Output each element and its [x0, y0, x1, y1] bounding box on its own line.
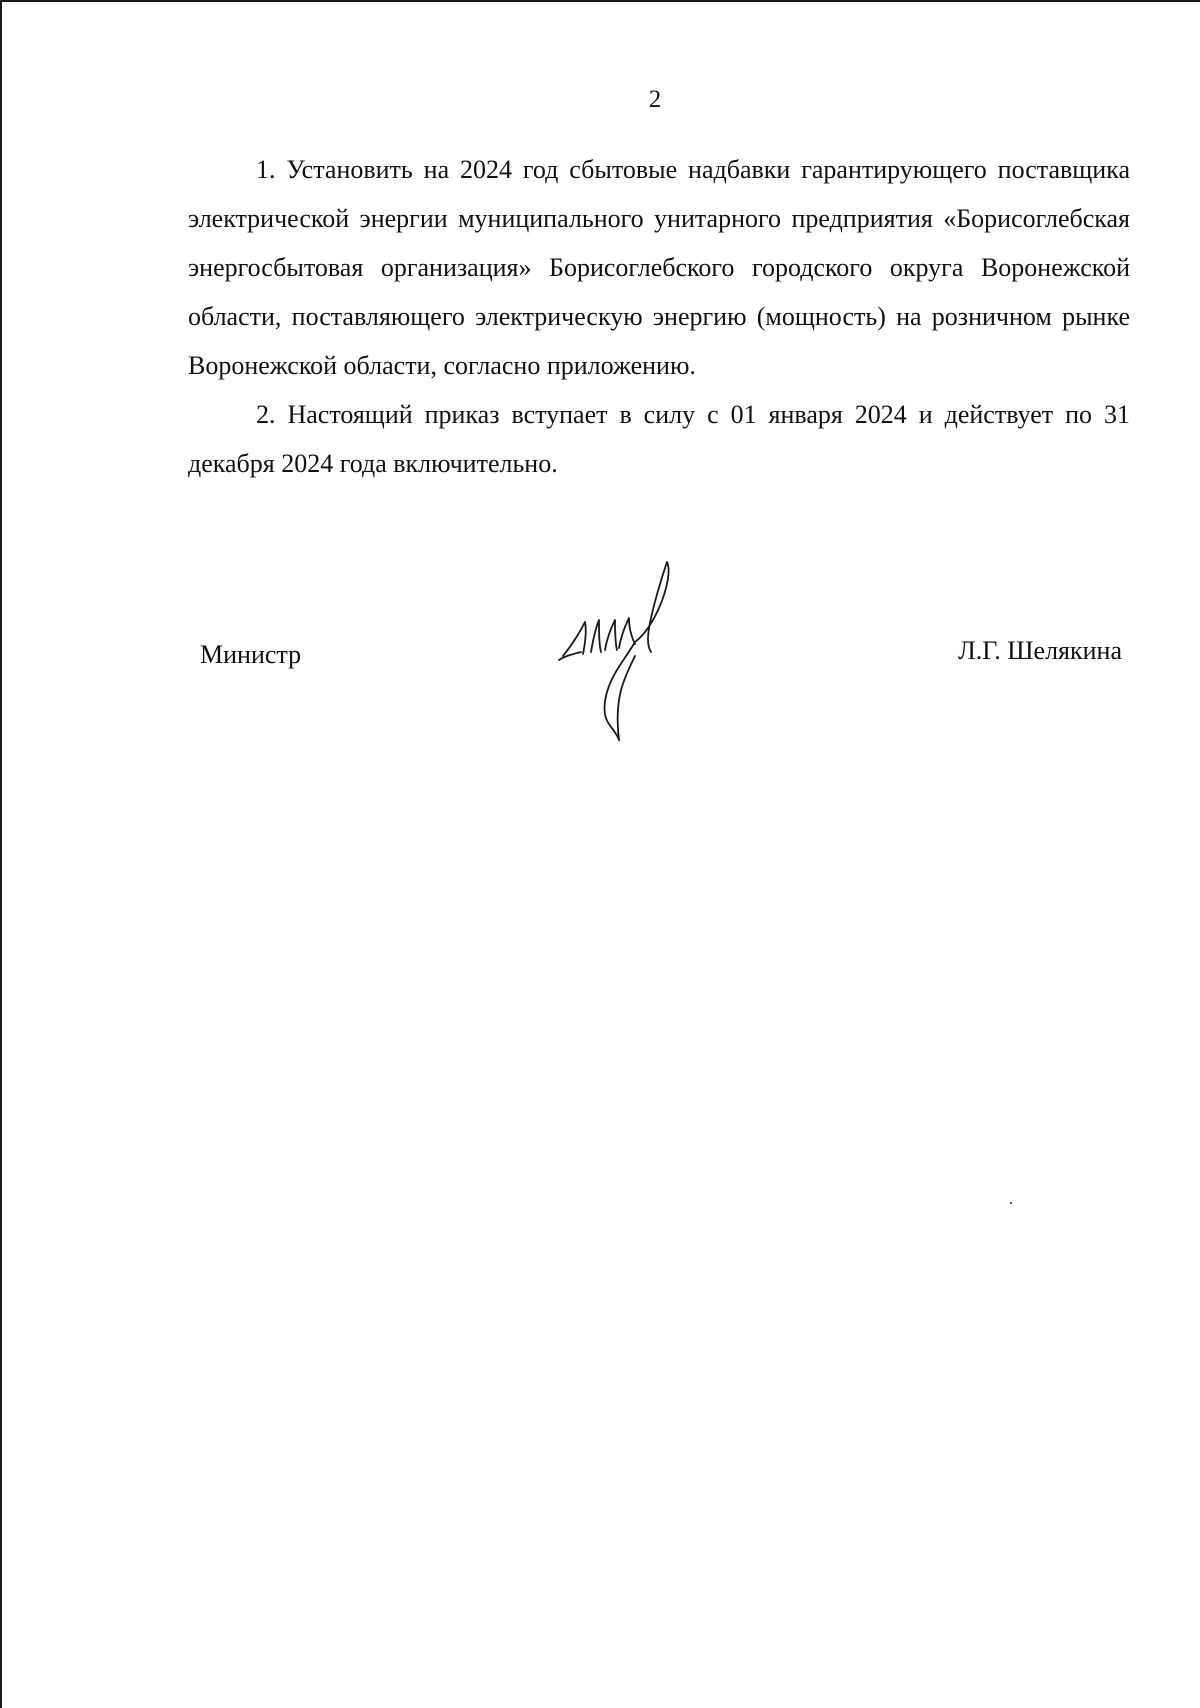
document-body [188, 145, 1130, 488]
paragraph-1: 1. Установить на 2024 год сбытовые надбавки гарантирующего поставщика электрической энергии муниципального унитарного предприятия «Борисоглебская энергосбытовая организация» Борисоглебского городского округа Воронежской области, поставляющего электрическую энергию (мощность) на розничном рынке Воронежской области, согласно приложению. [188, 155, 1130, 380]
page-number: 2 [648, 86, 662, 113]
scan-speck [1010, 1202, 1012, 1204]
scan-border-top [0, 0, 1200, 2]
signatory-name: Л.Г. Шелякина [958, 636, 1122, 665]
handwritten-signature [555, 560, 685, 750]
scan-border-left [0, 0, 2, 1708]
signatory-position: Министр [200, 640, 302, 669]
paragraph-2: 2. Настоящий приказ вступает в силу с 01 января 2024 и действует по 31 декабря 2024 года включительно. [188, 400, 1130, 478]
signature-block [0, 560, 1200, 760]
